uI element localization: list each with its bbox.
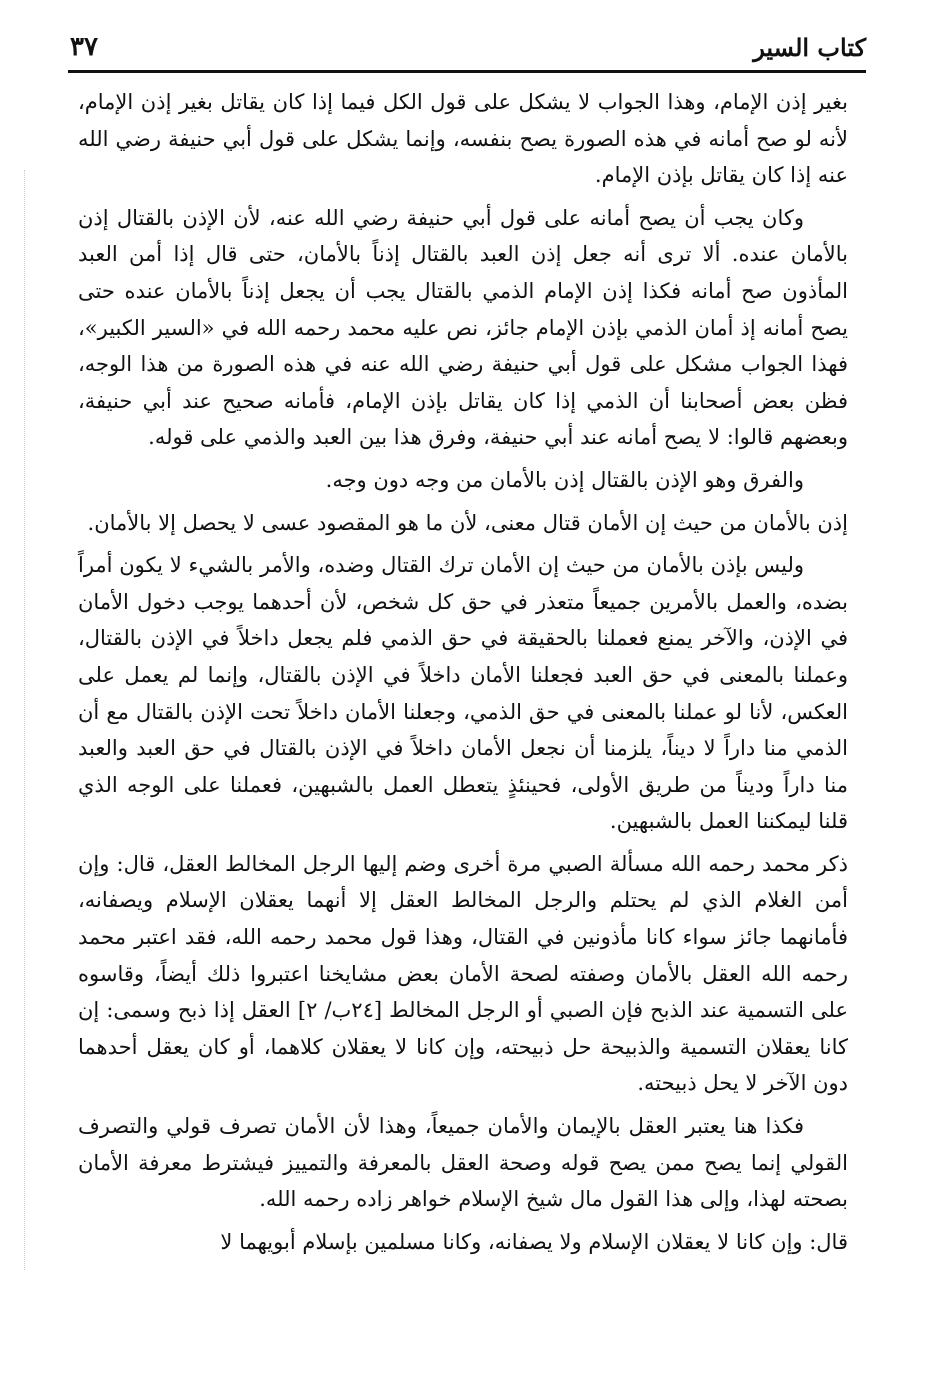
page-body — [78, 84, 848, 1266]
paragraph-6: ذكر محمد رحمه الله مسألة الصبي مرة أخرى وضم إليها الرجل المخالط العقل، قال: وإن أمن الغلام الذي لم يحتلم والرجل المخالط العقل إلا أنهما يعقلان الإسلام ويصفانه، فأمانهما جائز سواء كانا مأذونين في القتال، وهذا قول محمد رحمه الله، فقد اعتبر محمد رحمه الله العقل بالأمان وصفته لصحة الأمان بعض مشايخنا اعتبروا ذلك أيضاً، وقاسوه على التسمية عند الذبح فإن الصبي أو الرجل المخالط [٢٤ب/ ٢] العقل إذا ذبح وسمى: إن كانا يعقلان التسمية والذبيحة حل ذبيحته، وإن كانا لا يعقلان كلاهما، أو كان يعقل أحدهما دون الآخر لا يحل ذبيحته. — [78, 851, 848, 1096]
paragraph-5: وليس بإذن بالأمان من حيث إن الأمان ترك القتال وضده، والأمر بالشيء لا يكون أمراً بضده، والعمل بالأمرين جميعاً متعذر في حق كل شخص، لأن أحدهما يوجب دخول الأمان في الإذن، والآخر يمنع فعملنا بالحقيقة في حق الذمي فلم يجعل داخلاً في الإذن بالقتال، وعملنا بالمعنى في حق العبد فجعلنا الأمان داخلاً في الإذن بالقتال، وإنما لم يعمل على العكس، لأنا لو عملنا بالمعنى في حق الذمي، وجعلنا الأمان داخلاً تحت الإذن بالقتال مع أن الذمي منا داراً لا ديناً، يلزمنا أن نجعل الأمان داخلاً في الإذن بالقتال في حق العبد والعبد منا داراً وديناً من طريق الأولى، فحينئذٍ يتعطل العمل بالشبهين، فعملنا على الوجه الذي قلنا ليمكننا العمل بالشبهين. — [78, 553, 848, 834]
paragraph-2: وكان يجب أن يصح أمانه على قول أبي حنيفة رضي الله عنه، لأن الإذن بالقتال إذن بالأمان عنده. ألا ترى أنه جعل إذن العبد بالقتال إذناً بالأمان، حتى قال إذا أمن العبد المأذون صح أمانه فكذا إذن الإمام الذمي بالقتال يجب أن يجعل إذناً بالأمان عنده حتى يصح أمانه إذ أمان الذمي بإذن الإمام جائز، نص عليه محمد رحمه الله في «السير الكبير»، فهذا الجواب مشكل على قول أبي حنيفة رضي الله عنه في هذه الصورة من هذا الوجه، فظن بعض أصحابنا أن الذمي إذا كان يقاتل بإذن الإمام، فأمانه صحيح عند أبي حنيفة، وبعضهم قالوا: لا يصح أمانه عند أبي حنيفة، وفرق هذا بين العبد والذمي على قوله. — [78, 205, 848, 450]
page-header — [70, 22, 866, 62]
running-title: كتاب السير — [753, 33, 866, 62]
paragraph-4: إذن بالأمان من حيث إن الأمان قتال معنى، لأن ما هو المقصود عسى لا يحصل إلا بالأمان. — [87, 510, 848, 535]
margin-fold-line — [24, 170, 26, 1270]
paragraph-3: والفرق وهو الإذن بالقتال إذن بالأمان من وجه دون وجه. — [325, 467, 804, 492]
paragraph-7: فكذا هنا يعتبر العقل بالإيمان والأمان جميعاً، وهذا لأن الأمان تصرف قولي والتصرف القولي إنما يصح ممن يصح قوله وصحة العقل بالمعرفة والتمييز فيشترط معرفة الأمان بصحته لهذا، وإلى هذا القول مال شيخ الإسلام خواهر زاده رحمه الله. — [78, 1114, 848, 1212]
header-rule — [68, 70, 866, 73]
paragraph-8: قال: وإن كانا لا يعقلان الإسلام ولا يصفانه، وكانا مسلمين بإسلام أبويهما لا — [220, 1229, 848, 1254]
paragraph-1: بغير إذن الإمام، وهذا الجواب لا يشكل على قول الكل فيما إذا كان يقاتل بغير إذن الإمام، لأنه لو صح أمانه في هذه الصورة يصح بنفسه، وإنما يشكل على قول أبي حنيفة رضي الله عنه إذا كان يقاتل بإذن الإمام. — [78, 90, 848, 188]
page-number: ٣٧ — [70, 32, 98, 62]
